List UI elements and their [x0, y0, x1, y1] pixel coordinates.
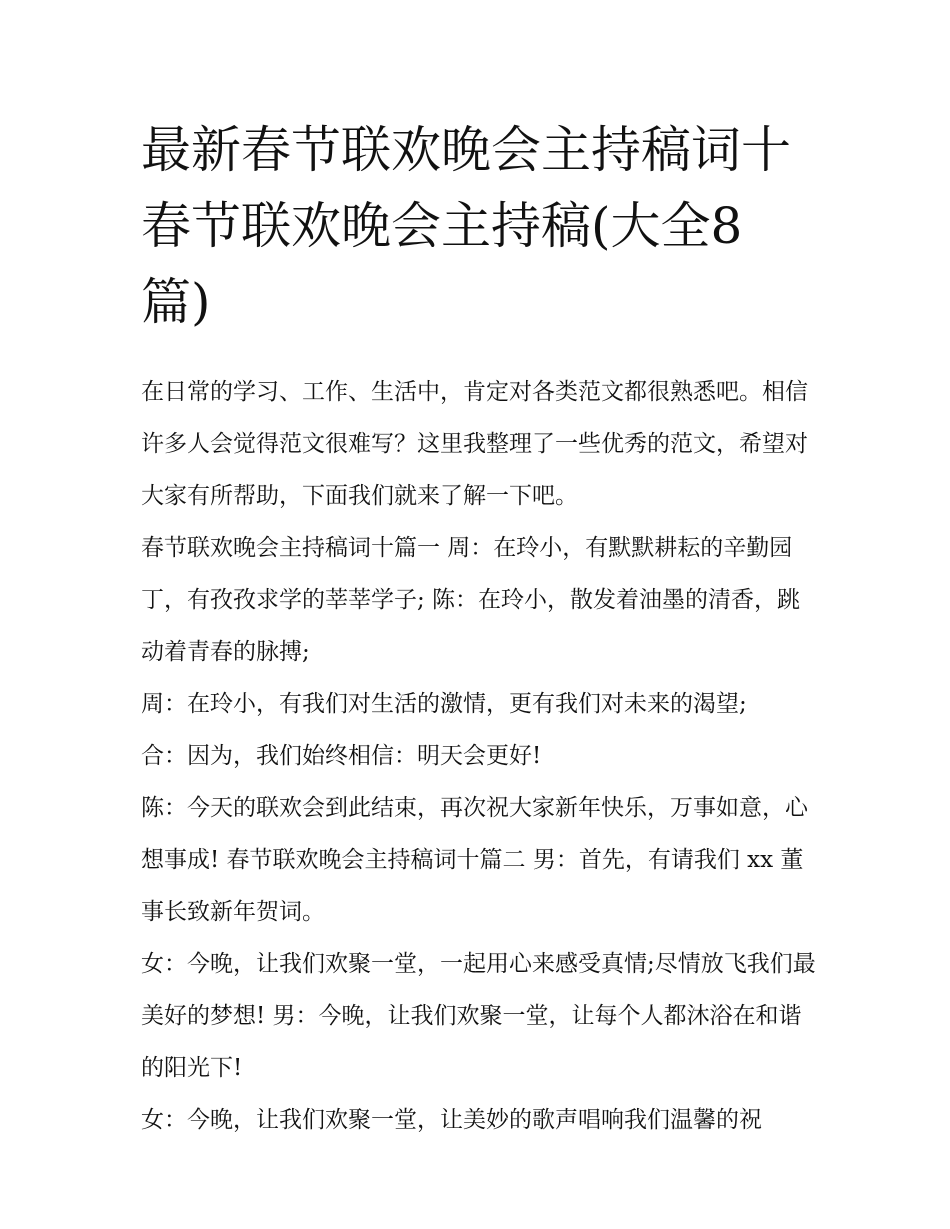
document-body [141, 366, 816, 1146]
paragraph-5: 女：今晚，让我们欢聚一堂，一起用心来感受真情;尽情放飞我们最美好的梦想! 男：今晚，让我们欢聚一堂，让每个人都沐浴在和谐的阳光下! [141, 951, 816, 1081]
document-title [141, 112, 816, 340]
paragraph-2: 周：在玲小，有我们对生活的激情，更有我们对未来的渴望; [141, 691, 747, 717]
paragraph-intro: 在日常的学习、工作、生活中，肯定对各类范文都很熟悉吧。相信许多人会觉得范文很难写？这里我整理了一些优秀的范文，希望对大家有所帮助，下面我们就来了解一下吧。 [141, 379, 808, 509]
paragraph-3: 合：因为，我们始终相信：明天会更好! [141, 743, 542, 769]
paragraph-4: 陈：今天的联欢会到此结束，再次祝大家新年快乐，万事如意，心想事成! 春节联欢晚会主持稿词十篇二 男：首先，有请我们 xx 董事长致新年贺词。 [141, 795, 808, 925]
title-line-3: 篇) [141, 273, 211, 331]
title-line-1: 最新春节联欢晚会主持稿词十 [141, 121, 791, 179]
paragraph-1: 春节联欢晚会主持稿词十篇一 周：在玲小，有默默耕耘的辛勤园丁，有孜孜求学的莘莘学子; 陈：在玲小，散发着油墨的清香，跳动着青春的脉搏; [141, 535, 801, 665]
paragraph-6: 女：今晚，让我们欢聚一堂，让美妙的歌声唱响我们温馨的祝 [141, 1107, 762, 1133]
document-content [141, 112, 816, 1146]
title-line-2: 春节联欢晚会主持稿(大全8 [141, 197, 743, 255]
